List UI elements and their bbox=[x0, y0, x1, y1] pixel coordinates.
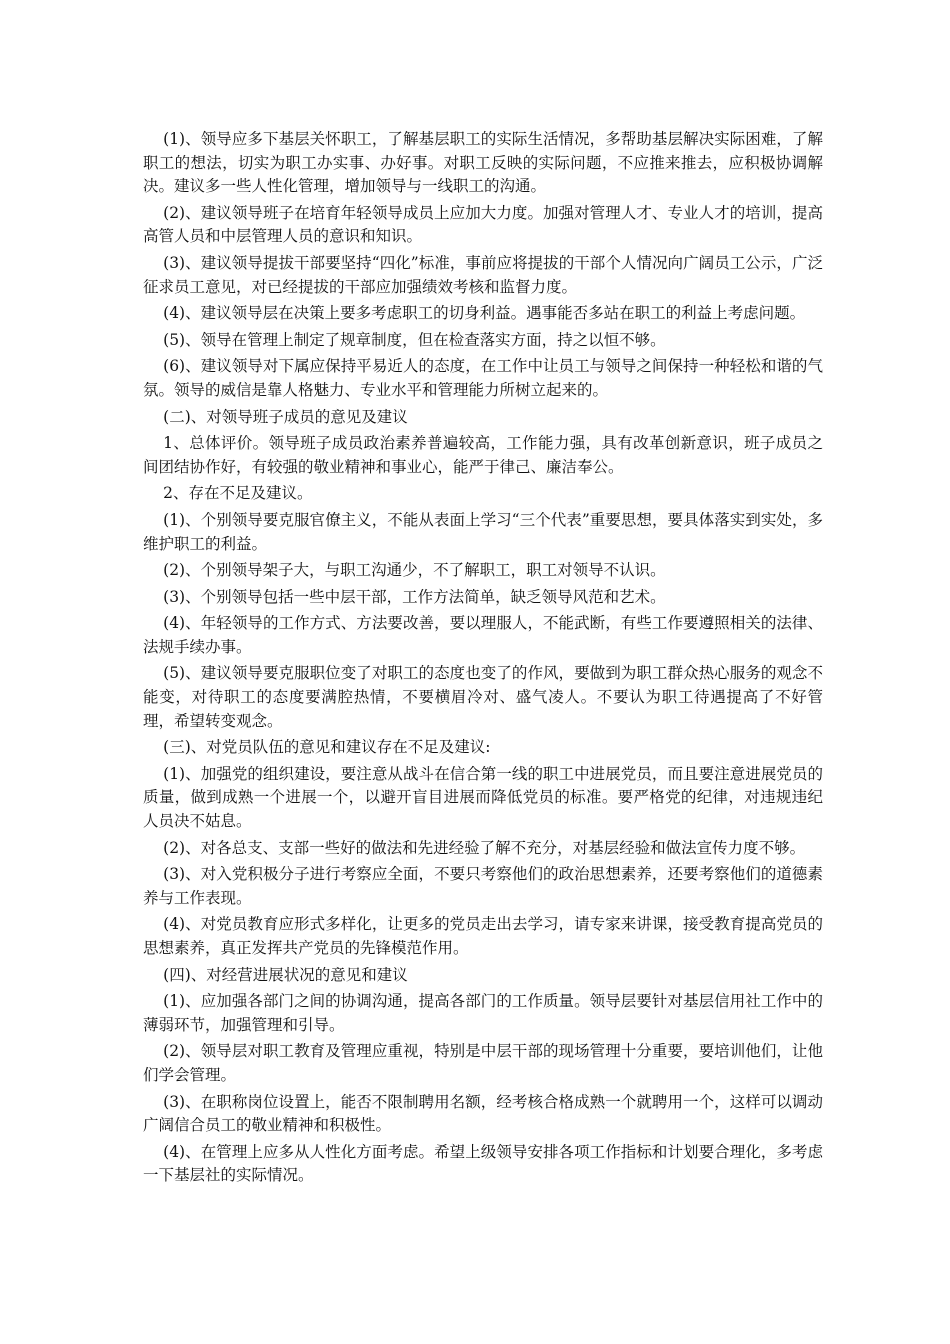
paragraph-title-positions: (3)、在职称岗位设置上，能否不限制聘用名额，经考核合格成熟一个就聘用一个，这样可以调动广阔信合员工的敬业精神和积极性。 bbox=[143, 1092, 823, 1135]
paragraph-department-coordination: (1)、应加强各部门之间的协调沟通，提高各部门的工作质量。领导层要针对基层信用社工作中的薄弱环节，加强管理和引导。 bbox=[143, 992, 823, 1034]
paragraph-party-organization: (1)、加强党的组织建设，要注意从战斗在信合第一线的职工中进展党员，而且要注意进展党员的质量，做到成熟一个进展一个，以避开盲目进展而降低党员的标准。要严格党的纪律，对违规违纪人员决不姑息。 bbox=[143, 764, 823, 831]
paragraph-humanized-management: (4)、在管理上应多从人性化方面考虑。希望上级领导安排各项工作指标和计划要合理化，多考虑一下基层社的实际情况。 bbox=[143, 1142, 823, 1185]
paragraph-rules-enforcement: (5)、领导在管理上制定了规章制度，但在检查落实方面，持之以恒不够。 bbox=[163, 330, 666, 349]
paragraph-leader-care-staff: (1)、领导应多下基层关怀职工，了解基层职工的实际生活情况，多帮助基层解决实际困难，了解职工的想法，切实为职工办实事、办好事。对职工反映的实际问题，不应推来推去，应积极协调解决。建议多一些人性化管理，增加领导与一线职工的沟通。 bbox=[143, 130, 823, 196]
subheading-shortcomings: 2、存在不足及建议。 bbox=[163, 484, 313, 503]
paragraph-overall-evaluation: 1、总体评价。领导班子成员政治素养普遍较高，工作能力强，具有改革创新意识，班子成员之间团结协作好，有较强的敬业精神和事业心，能严于律己、廉洁奉公。 bbox=[143, 434, 823, 476]
paragraph-work-methods: (3)、个别领导包括一些中层干部，工作方法简单，缺乏领导风范和艺术。 bbox=[163, 587, 666, 606]
paragraph-communication: (2)、个别领导架子大，与职工沟通少，不了解职工，职工对领导不认识。 bbox=[163, 561, 666, 580]
section-heading-party-members: (三)、对党员队伍的意见和建议存在不足及建议: bbox=[163, 738, 491, 757]
paragraph-decision-interests: (4)、建议领导层在决策上要多考虑职工的切身利益。遇事能否多站在职工的利益上考虑问题。 bbox=[163, 304, 806, 323]
paragraph-branch-experience: (2)、对各总支、支部一些好的做法和先进经验了解不充分，对基层经验和做法宣传力度不够。 bbox=[163, 838, 806, 857]
paragraph-bureaucracy: (1)、个别领导要克服官僚主义，不能从表面上学习“三个代表”重要思想，要具体落实到实处，多维护职工的利益。 bbox=[143, 510, 823, 553]
section-heading-team-members: (二)、对领导班子成员的意见及建议 bbox=[163, 407, 408, 426]
paragraph-approachable-attitude: (6)、建议领导对下属应保持平易近人的态度，在工作中让员工与领导之间保持一种轻松和谐的气氛。领导的威信是靠人格魅力、专业水平和管理能力所树立起来的。 bbox=[143, 357, 823, 399]
paragraph-service-attitude: (5)、建议领导要克服职位变了对职工的态度也变了的作风，要做到为职工群众热心服务的观念不能变，对待职工的态度要满腔热情，不要横眉冷对、盛气凌人。不要认为职工待遇提高了不好管理，希望转变观念。 bbox=[143, 664, 823, 730]
paragraph-member-education: (4)、对党员教育应形式多样化，让更多的党员走出去学习，请专家来讲课，接受教育提高党员的思想素养，真正发挥共产党员的先锋模范作用。 bbox=[143, 915, 823, 957]
section-heading-operations: (四)、对经营进展状况的意见和建议 bbox=[163, 965, 408, 984]
document-body bbox=[143, 128, 823, 1191]
paragraph-activist-review: (3)、对入党积极分子进行考察应全面，不要只考察他们的政治思想素养，还要考察他们的道德素养与工作表现。 bbox=[143, 865, 823, 907]
paragraph-young-leaders-training: (2)、建议领导班子在培育年轻领导成员上应加大力度。加强对管理人才、专业人才的培训，提高高管人员和中层管理人员的意识和知识。 bbox=[143, 203, 823, 246]
paragraph-promotion-standard: (3)、建议领导提拔干部要坚持“四化”标准，事前应将提拔的干部个人情况向广阔员工公示，广泛征求员工意见，对已经提拔的干部应加强绩效考核和监督力度。 bbox=[143, 253, 823, 296]
paragraph-staff-education: (2)、领导层对职工教育及管理应重视，特别是中层干部的现场管理十分重要，要培训他们，让他们学会管理。 bbox=[143, 1042, 823, 1084]
paragraph-young-leader-style: (4)、年轻领导的工作方式、方法要改善，要以理服人，不能武断，有些工作要遵照相关的法律、法规手续办事。 bbox=[143, 614, 823, 656]
